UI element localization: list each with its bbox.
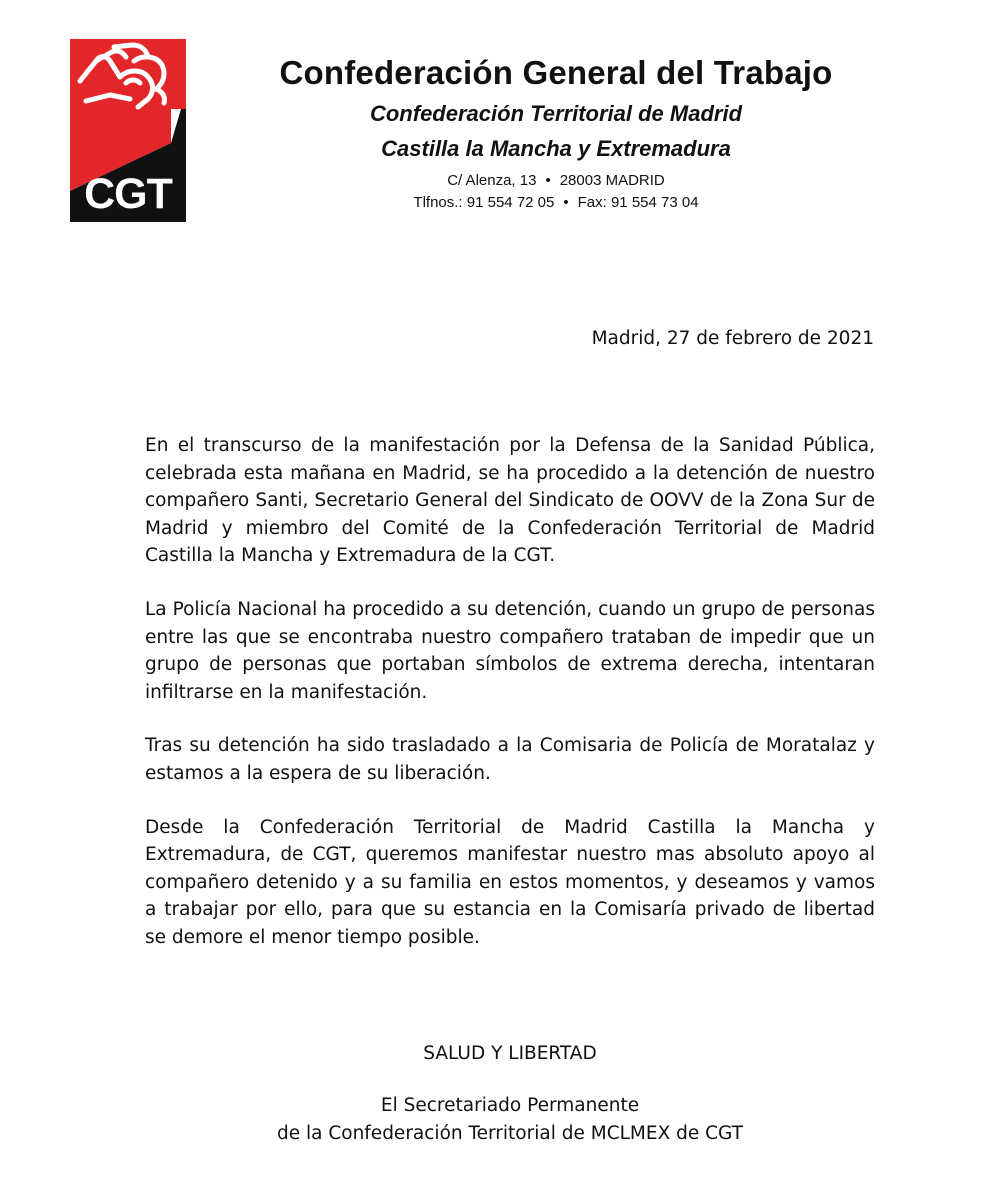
letter-closing: [145, 1040, 875, 1148]
contact-line: [196, 192, 916, 214]
organization-subtitle-2: Castilla la Mancha y Extremadura: [381, 136, 731, 161]
fax-number: Fax: 91 554 73 04: [577, 194, 699, 211]
cgt-logo: [70, 39, 186, 222]
separator-bullet: •: [563, 194, 569, 211]
paragraph-2: La Policía Nacional ha procedido a su detención, cuando un grupo de personas entre las que se encontraba nuestro compañero trataban de impedir que un grupo de personas que portaban símbolos de extrema derecha, intentaran infiltrarse en la manifestación.: [145, 598, 875, 703]
separator-bullet: •: [545, 172, 551, 189]
address-street: C/ Alenza, 13: [447, 172, 537, 189]
logo-text: CGT: [84, 170, 172, 218]
address-line: [196, 170, 916, 192]
salutation: SALUD Y LIBERTAD: [423, 1043, 597, 1064]
address-city: 28003 MADRID: [559, 172, 665, 189]
paragraph-3: Tras su detención ha sido trasladado a la Comisaria de Policía de Moratalaz y estamos a la espera de su liberación.: [145, 735, 875, 784]
signature-line-1: El Secretariado Permanente: [380, 1095, 640, 1116]
letterhead: [196, 50, 916, 214]
signature-line-2: de la Confederación Territorial de MCLMEX de CGT: [276, 1123, 744, 1144]
phone-numbers: Tlfnos.: 91 554 72 05: [413, 194, 555, 211]
organization-subtitle-1: Confederación Territorial de Madrid: [369, 101, 743, 126]
letter-date: Madrid, 27 de febrero de 2021: [591, 328, 874, 349]
organization-title: Confederación General del Trabajo: [279, 54, 833, 91]
letter-body: [145, 432, 875, 978]
paragraph-4: Desde la Confederación Territorial de Madrid Castilla la Mancha y Extremadura, de CGT, queremos manifestar nuestro mas absoluto apoyo al compañero detenido y a su familia en estos momentos, y deseamos y vamos a trabajar por ello, para que su estancia en la Comisaría privado de libertad se demore el menor tiempo posible.: [145, 816, 875, 948]
paragraph-1: En el transcurso de la manifestación por la Defensa de la Sanidad Pública, celebrada esta mañana en Madrid, se ha procedido a la detención de nuestro compañero Santi, Secretario General del Sindicato de OOVV de la Zona Sur de Madrid y miembro del Comité de la Confederación Territorial de Madrid Castilla la Mancha y Extremadura de la CGT.: [145, 435, 875, 567]
